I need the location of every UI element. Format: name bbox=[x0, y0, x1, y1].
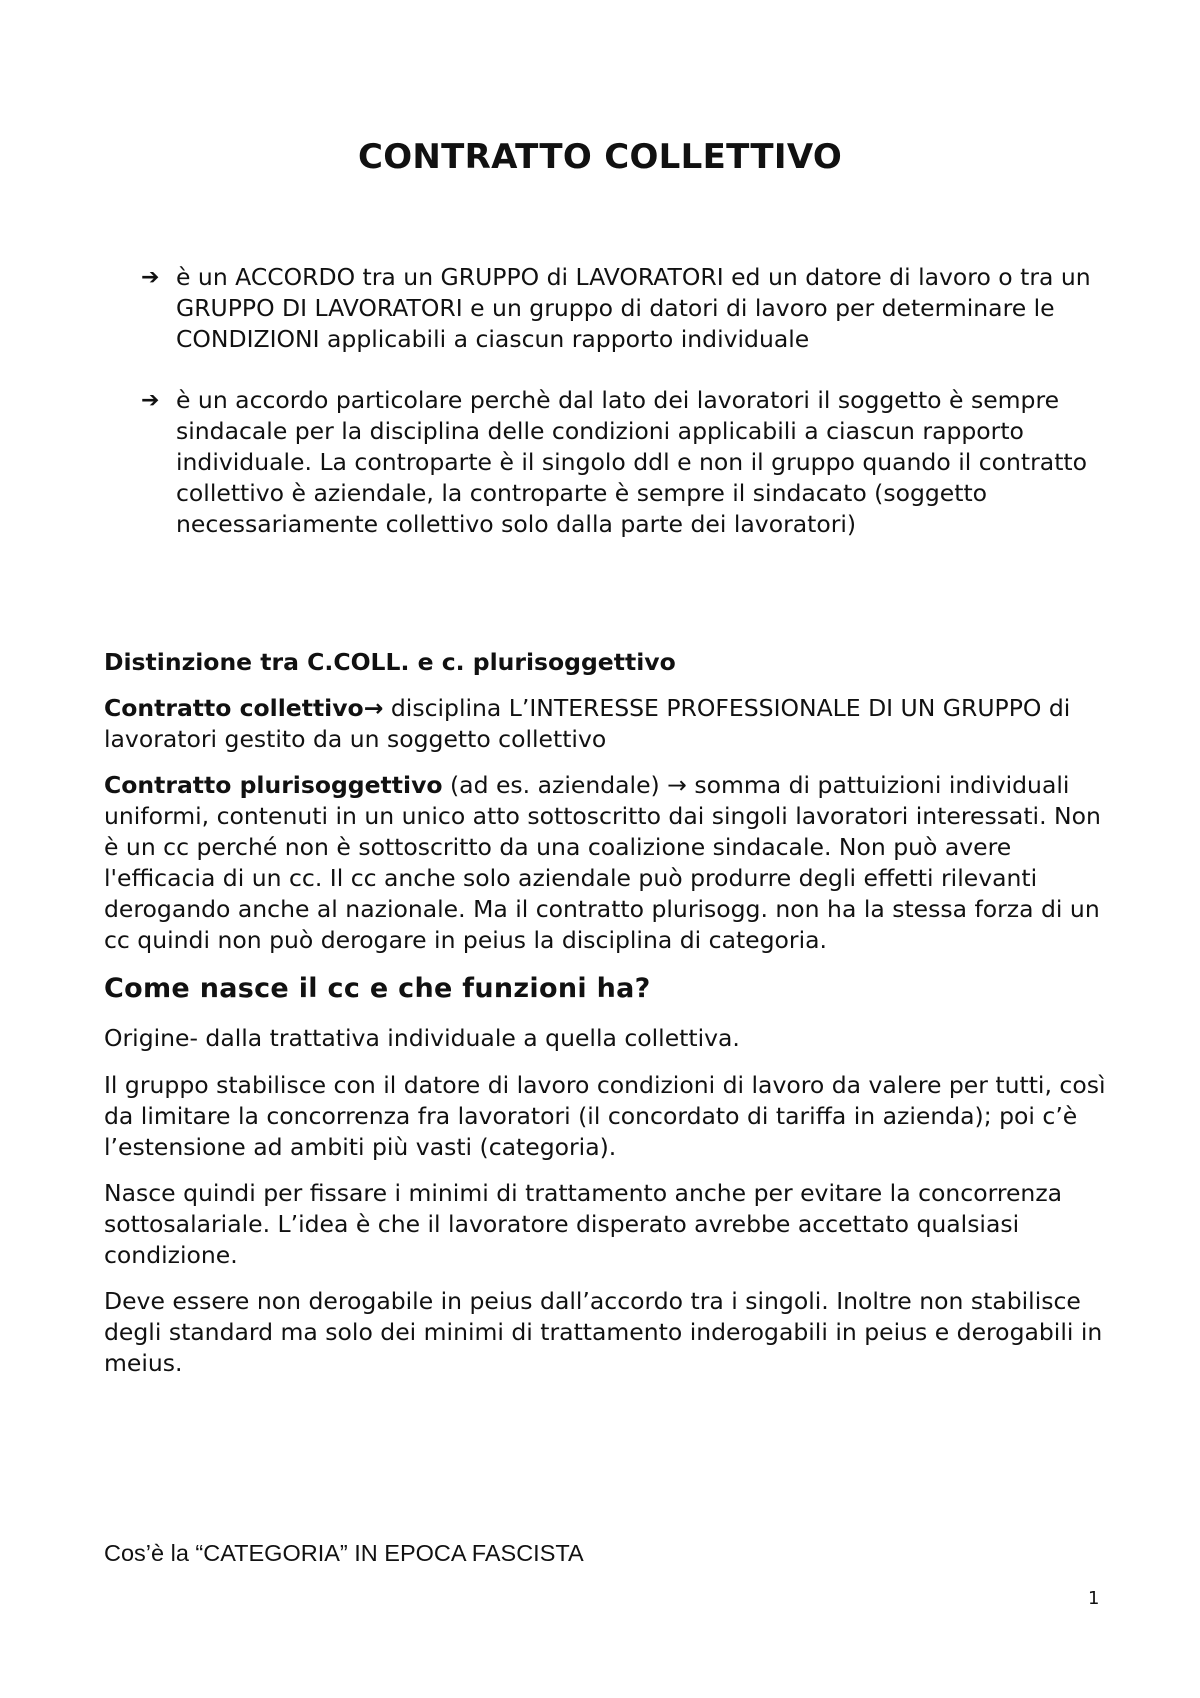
plurisoggettivo-text: (ad es. aziendale) → somma di pattuizioni individuali uniformi, contenuti in un unico atto sottoscritto dai singoli lavoratori interessati. Non è un cc perché non è sottoscritto da una coalizione sindacale. Non può avere l'efficacia di un cc. Il cc anche solo aziendale può produrre degli effetti rilevanti derogando anche al nazionale. Ma il contratto plurisogg. non ha la stessa forza di un cc quindi non può derogare in peius la disciplina di categoria. bbox=[104, 771, 1101, 954]
origin-paragraph: Origine- dalla trattativa individuale a quella collettiva. bbox=[104, 1024, 740, 1052]
page-title: CONTRATTO COLLETTIVO bbox=[357, 137, 843, 177]
distinction-heading: Distinzione tra C.COLL. e c. plurisoggettivo bbox=[104, 648, 676, 676]
collettivo-definition bbox=[104, 693, 1114, 755]
bullet-text: è un accordo particolare perchè dal lato dei lavoratori il soggetto è sempre sindacale per la disciplina delle condizioni applicabili a ciascun rapporto individuale. La controparte è il singolo ddl e non il gruppo quando il contratto collettivo è aziendale, la controparte è sempre il sindacato (soggetto necessariamente collettivo solo dalla parte dei lavoratori) bbox=[176, 386, 1088, 538]
origin-heading: Come nasce il cc e che funzioni ha? bbox=[104, 973, 651, 1004]
definition-bullet bbox=[141, 262, 1116, 355]
plurisoggettivo-term: Contratto plurisoggettivo bbox=[104, 771, 443, 799]
minimum-paragraph: Nasce quindi per fissare i minimi di trattamento anche per evitare la concorrenza sottosalariale. L’idea è che il lavoratore disperato avrebbe accettato qualsiasi condizione. bbox=[104, 1179, 1063, 1269]
plurisoggettivo-definition bbox=[104, 770, 1114, 956]
collettivo-text: disciplina L’INTERESSE PROFESSIONALE DI UN GRUPPO di lavoratori gestito da un soggetto collettivo bbox=[104, 694, 1071, 753]
arrow-right-icon: ➔ bbox=[141, 388, 160, 413]
collettivo-term: Contratto collettivo bbox=[104, 694, 364, 722]
particular-bullet bbox=[141, 385, 1116, 540]
arrow-right-icon: → bbox=[363, 694, 384, 722]
group-paragraph: Il gruppo stabilisce con il datore di lavoro condizioni di lavoro da valere per tutti, così da limitare la concorrenza fra lavoratori (il concordato di tariffa in azienda); poi c’è l’estensione ad ambiti più vasti (categoria). bbox=[104, 1071, 1106, 1161]
arrow-right-icon: ➔ bbox=[141, 265, 160, 290]
category-heading: Cos’è la “CATEGORIA” IN EPOCA FASCISTA bbox=[104, 1540, 584, 1566]
page-number: 1 bbox=[1088, 1588, 1100, 1609]
bullet-text: è un ACCORDO tra un GRUPPO di LAVORATORI ed un datore di lavoro o tra un GRUPPO DI LAVORATORI e un gruppo di datori di lavoro per determinare le CONDIZIONI applicabili a ciascun rapporto individuale bbox=[176, 263, 1091, 353]
derogation-paragraph: Deve essere non derogabile in peius dall’accordo tra i singoli. Inoltre non stabilisce degli standard ma solo dei minimi di trattamento inderogabili in peius e derogabili in meius. bbox=[104, 1287, 1103, 1377]
